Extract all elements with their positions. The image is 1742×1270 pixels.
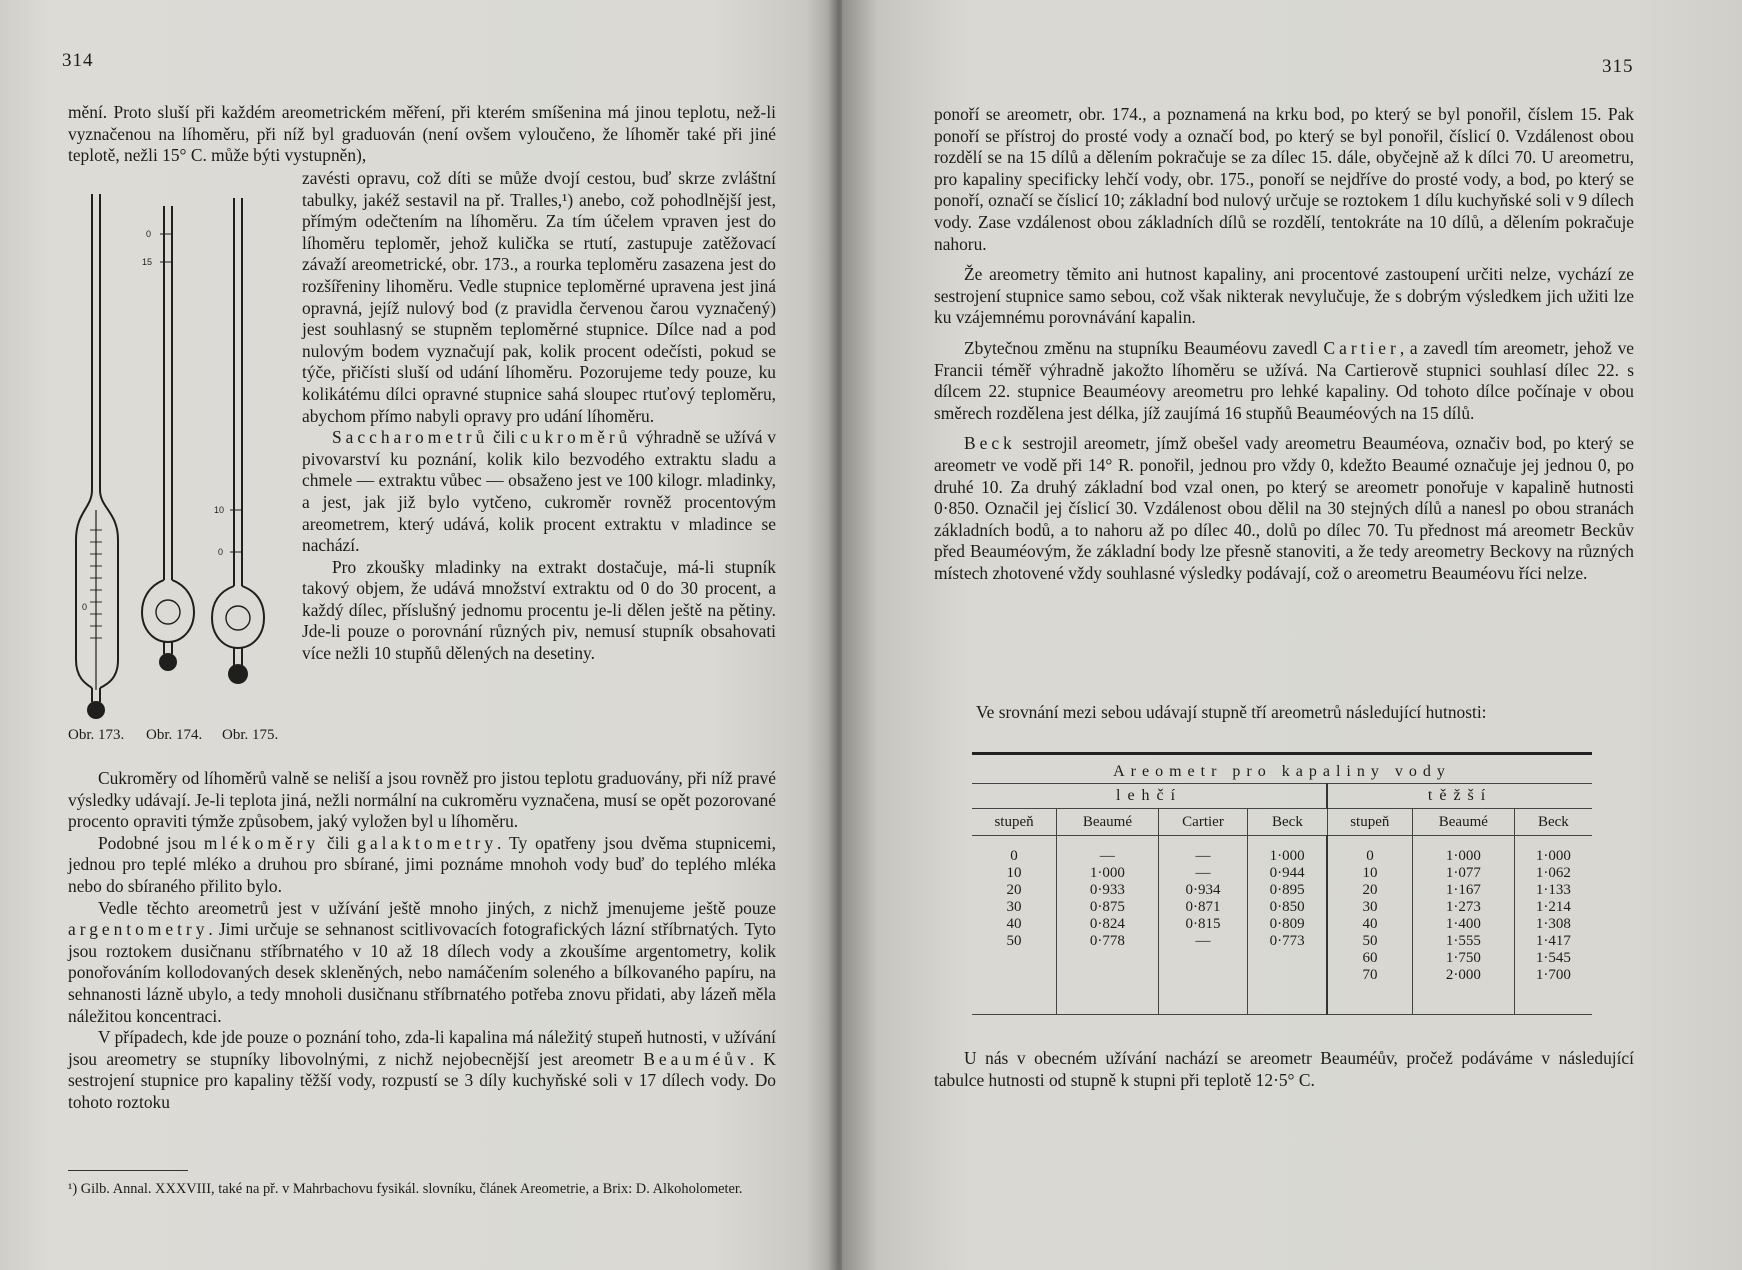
table-cell: 1·555: [1412, 933, 1514, 950]
table-cell: 1·417: [1514, 933, 1592, 950]
table-cell: 0·871: [1158, 899, 1247, 916]
table-cell: 1·700: [1514, 967, 1592, 984]
table-cell: 30: [1327, 899, 1412, 916]
table-cell: 1·273: [1412, 899, 1514, 916]
table-cell: 10: [1006, 865, 1022, 881]
table-row: [972, 967, 1592, 984]
table-cell: [1057, 984, 1159, 1015]
footnote: ¹) Gilb. Annal. XXXVIII, také na př. v Mahrbachovu fysikál. slovníku, článek Areometrie, a Brix: D. Alkoholometer.: [68, 1181, 743, 1197]
hydrometer-174-body: [142, 580, 194, 642]
hydrometer-173-body: [76, 490, 118, 688]
table-group-heavy: těžší: [1327, 784, 1592, 809]
table-cell: 1·167: [1412, 882, 1514, 899]
table-title: Areometr pro kapaliny vody: [972, 761, 1592, 784]
table-cell: 60: [1327, 950, 1412, 967]
figure-caption: Obr. 173.: [68, 727, 125, 743]
table-cell: 0·824: [1057, 916, 1159, 933]
table-cell: [1327, 836, 1412, 849]
table-cell: 1·062: [1514, 865, 1592, 882]
left-bottom-text: Cukroměry od líhoměrů valně se neliší a jsou rovněž pro jistou teplotu graduovány, při níž pravé výsledky udávají. Je-li teplota jiná, nežli normální na cukroměru vyznačena, musí se opět pozorované procento opraviti týmže způsobem, jaký vyložen byl u líhoměru. Podobné jsou mlékoměry čili galaktometry. Ty opatřeny jsou dvěma stupnicemi, jednou pro teplé mléko a druhou pro sbírané, jimi poznáme mnohoh vody buď do teplého mléka nebo do sbíraného přilito bylo. Vedle těchto areometrů jest v užívání ještě mnoho jiných, z nichž jmenujeme ještě pouze argentometry. Jimi určuje se sehnanost scitlivovacích fotografických lázní stříbrnatých. Tyto jsou roztokem dusičnanu stříbrnatého v 10 až 18 dílech vody a zkoušíme argentometry, kolik ponořováním kollodovaných desek skleněných, nebo namáčením soleného a bílkovaného papíru, na sehnanosti lázně ubylo, a tedy mnoholi dusičnanu stříbrnatého potřeba znovu přidati, aby lázeň měla náležitou koncentraci. V případech, kde jde pouze o poznání toho, zda-li kapalina má náležitý stupeň hutnosti, v užívání jsou areometry se stupníky libovolnými, z nichž nejobecnější jest areometr Beauméův. K sestrojení stupnice pro kapaliny těžší vody, rozpustí se 3 díly kuchyňské soli v 17 dílech vody. Do tohoto roztoku: [68, 768, 776, 1112]
table-cell: 40: [1006, 916, 1022, 932]
table-row: [972, 950, 1592, 967]
table-cell: [1248, 967, 1327, 984]
comparison-intro: Ve srovnání mezi sebou udávají stupně tří areometrů následující hutnosti:: [976, 702, 1487, 722]
table-cell: 1·750: [1412, 950, 1514, 967]
table-cell: 1·077: [1412, 865, 1514, 882]
table-cell: 0·850: [1248, 899, 1327, 916]
table-header-row: [972, 809, 1592, 836]
table-cell: 0·933: [1057, 882, 1159, 899]
table-cell: 1·000: [1248, 848, 1327, 865]
table-cell: 0·815: [1158, 916, 1247, 933]
figure-caption: Obr. 175.: [222, 727, 279, 743]
table-cell: [972, 836, 1057, 849]
table-row: [972, 916, 1592, 933]
table-row: [972, 865, 1592, 882]
hydrometer-figures: [62, 190, 302, 730]
table-cell: 2·000: [1412, 967, 1514, 984]
table-cell: [1412, 836, 1514, 849]
table-row: [972, 882, 1592, 899]
table-cell: 1·214: [1514, 899, 1592, 916]
table-cell: [1248, 950, 1327, 967]
scale-label: 15: [142, 257, 153, 267]
table-cell: 1·308: [1514, 916, 1592, 933]
scale-label: 0: [82, 602, 88, 612]
table-cell: 1·133: [1514, 882, 1592, 899]
column-header: Beck: [1514, 809, 1592, 836]
table-cell: [1158, 967, 1247, 984]
table-cell: 0·778: [1057, 933, 1159, 950]
scale-label: 0: [146, 229, 152, 239]
left-top-paragraph: mění. Proto sluší při každém areometrickém měření, při kterém smíšenina má jinou teplotu, než-li vyznačenou na líhoměru, při níž byl graduován (není ovšem vyloučeno, že líhoměr také při jiné teplotě, nežli 15° C. může býti vystupněn),: [68, 102, 776, 166]
table-cell: [1514, 984, 1592, 1015]
column-header: Cartier: [1158, 809, 1247, 836]
table-cell: [1327, 984, 1412, 1015]
table-cell: 0·895: [1248, 882, 1327, 899]
table-cell: [1158, 836, 1247, 849]
table-cell: 0·809: [1248, 916, 1327, 933]
column-header: stupeň: [972, 809, 1057, 836]
figure-caption: Obr. 174.: [146, 727, 203, 743]
scale-label: 0: [218, 547, 224, 557]
column-header: Beaumé: [1057, 809, 1159, 836]
table-cell: 0·773: [1248, 933, 1327, 950]
table-cell: 10: [1327, 865, 1412, 882]
hydrometer-173-bulb: [87, 701, 105, 719]
table-cell: 30: [1006, 899, 1022, 915]
column-header: Beck: [1248, 809, 1327, 836]
table-cell: [1514, 836, 1592, 849]
left-column-text: zavésti opravu, což díti se může dvojí cestou, buď skrze zvláštní tabulky, jakéž sestavil na př. Tralles,¹) anebo, což pohodlnější jest, přímým odečtením na líhoměru. Za tím účelem vpraven jest do líhoměru teploměr, jehož kulička se rtutí, zastupuje zatěžovací závaží areometrické, obr. 173., a rourka teploměru zasazena jest do rozšířeniny lihoměru. Vedle stupnice teploměrné upravena jest jiná opravná, jejíž nulový bod (z pravidla červenou čarou vyznačený) jest souhlasný se stupněm teploměrné stupnice. Dílce nad a pod nulovým bodem vyznačují pak, kolik procent odečísti, pokud se týče, přičísti sluší od udání líhoměru. Pozorujeme tedy pouze, ku kolikátému dílci opravné stupnice sahá sloupec rtuťový teploměru, abychom přímo nabyli opravy pro udání líhoměru. Saccharometrů čili cukroměrů výhradně se užívá v pivovarství ku poznání, kolik kilo bezvodého extraktu sladu a chmele — extraktu vůbec — obsaženo jest ve 100 kilogr. mladinky, a jest, jak již bylo vytčeno, cukroměr rovněž procentovým areometrem, který udává, kolik procent extraktu v mladince se nachází. Pro zkoušky mladinky na extrakt dostačuje, má-li stupník takový objem, že udává množství extraktu od 0 do 30 procent, a každý dílec, příslušný jednomu procentu je-li dělen ještě na pětiny. Jde-li pouze o porovnání různých piv, nemusí stupník obsahovati více nežli 10 stupňů dělených na desetiny.: [302, 168, 776, 664]
table-cell: [1412, 984, 1514, 1015]
table-cell: 0: [1010, 848, 1018, 864]
table-cell: 50: [1006, 933, 1022, 949]
footnote-rule: [68, 1170, 188, 1171]
table-cell: [1158, 950, 1247, 967]
saccharometer-paragraph: Saccharometrů čili cukroměrů výhradně se užívá v pivovarství ku poznání, kolik kilo bezvodého extraktu sladu a chmele — extraktu vůbec — obsaženo jest ve 100 kilogr. mladinky, a jest, jak již bylo vytčeno, cukroměr rovněž procentovým areometrem, který udává, kolik procent extraktu v mladince se nachází.: [302, 427, 776, 556]
table-cell: [972, 1015, 1592, 1018]
table-cell: [972, 754, 1592, 762]
table-cell: 0·934: [1158, 882, 1247, 899]
table-row: [972, 848, 1592, 865]
column-header: stupeň: [1327, 809, 1412, 836]
table-cell: 1·000: [1057, 865, 1159, 882]
table-cell: 0·944: [1248, 865, 1327, 882]
hydrometer-175-body: [212, 586, 264, 648]
table-group-light: lehčí: [972, 784, 1327, 809]
table-cell: 70: [1327, 967, 1412, 984]
table-cell: —: [1158, 865, 1247, 882]
right-page: [842, 0, 1742, 1270]
table-cell: [972, 967, 1057, 984]
table-cell: [1057, 836, 1159, 849]
table-cell: 0·875: [1057, 899, 1159, 916]
table-cell: 1·400: [1412, 916, 1514, 933]
table-cell: [1158, 984, 1247, 1015]
table-cell: —: [1158, 933, 1247, 950]
table-cell: [1248, 836, 1327, 849]
table-cell: [1057, 967, 1159, 984]
table-cell: [972, 950, 1057, 967]
table-cell: [1057, 950, 1159, 967]
table-cell: 20: [1006, 882, 1022, 898]
closing-paragraph: U nás v obecném užívání nachází se areometr Beauméův, pročež podáváme v následující tabulce hutnosti od stupně k stupni při teplotě 12·5° C.: [934, 1048, 1634, 1090]
hydrometer-175-bulb: [228, 664, 248, 684]
table-cell: 20: [1327, 882, 1412, 899]
density-table: [972, 752, 1592, 1017]
right-text: ponoří se areometr, obr. 174., a poznamená na krku bod, po který se byl ponořil, číslem 15. Pak ponoří se přístroj do prosté vody a označí bod, po který se byl ponořil, číslicí 0. Vzdálenost obou rozdělí se na 15 dílů a dělením pokračuje se za dílec 15. dále, obyčejně až k dílci 70. U areometru, pro kapaliny specificky lehčí vody, obr. 175., ponoří se nejdříve do prosté vody, a bod, po který se ponoří, označí se číslicí 10; základní bod nulový určuje se roztokem 1 dílu kuchyňské soli v 9 dílech vody. Zase vzdálenost obou základních dílů se rozdělí, tentokráte na 10 dílů, a dělením pokračuje nahoru. Že areometry těmito ani hutnost kapaliny, ani procentové zastoupení určiti nelze, vychází ze sestrojení stupnice samo sebou, což však nikterak nevylučuje, že s dobrým výsledkem jich užiti lze ku vzájemnému porovnávání kapalin. Zbytečnou změnu na stupníku Beauméovu zavedl Cartier, a zavedl tím areometr, jehož ve Francii téměř výhradně jakožto líhoměru se užívá. Na Cartierově stupnici souhlasí dílec 22. s dílcem 22. stupnice Beauméovy areometru pro lehké kapaliny. Od tohoto dílce počínaje v obou směrech rozdělena jest délka, jíž zaujímá 16 stupňů Beauméových na 15 dílů. Beck sestrojil areometr, jímž obešel vady areometru Beauméova, označiv bod, po který se areometr ve vodě při 14° R. ponořil, jednou pro vždy 0, kdežto Beaumé označuje jej jednou 0, po druhé 10. Za druhý základní bod vzal onen, po který se areometr ponořuje v kapalině hutnosti 0·850. Označil jej číslicí 30. Vzdálenost obou dělil na 30 stejných dílů a nanesl po obou stranách základních bodů, a to nahoru až po dílec 40., dolů po dílec 70. Tu přednost má areometr Beckův před Beauméovým, že základní body lze přesně stanoviti, a že tedy areometry Beckovy na různých místech zhotovené vždy souhlasné výsledky podávají, což o areometru Beauméovu říci nelze.: [934, 104, 1634, 583]
page-number-left: 314: [62, 50, 94, 71]
table-cell: —: [1158, 848, 1247, 865]
hydrometer-174-bulb: [159, 653, 177, 671]
column-header: Beaumé: [1412, 809, 1514, 836]
scale-label: 10: [214, 505, 225, 515]
table-cell: [1248, 984, 1327, 1015]
table-cell: 1·545: [1514, 950, 1592, 967]
table-cell: [972, 984, 1057, 1015]
table-cell: 40: [1327, 916, 1412, 933]
table-row: [972, 899, 1592, 916]
table-row: [972, 933, 1592, 950]
page-number-right: 315: [1602, 56, 1634, 77]
left-page: [0, 0, 840, 1270]
table-cell: 1·000: [1412, 848, 1514, 865]
table-cell: 0: [1327, 848, 1412, 865]
table-cell: 1·000: [1514, 848, 1592, 865]
table-cell: —: [1057, 848, 1159, 865]
table-cell: 50: [1327, 933, 1412, 950]
